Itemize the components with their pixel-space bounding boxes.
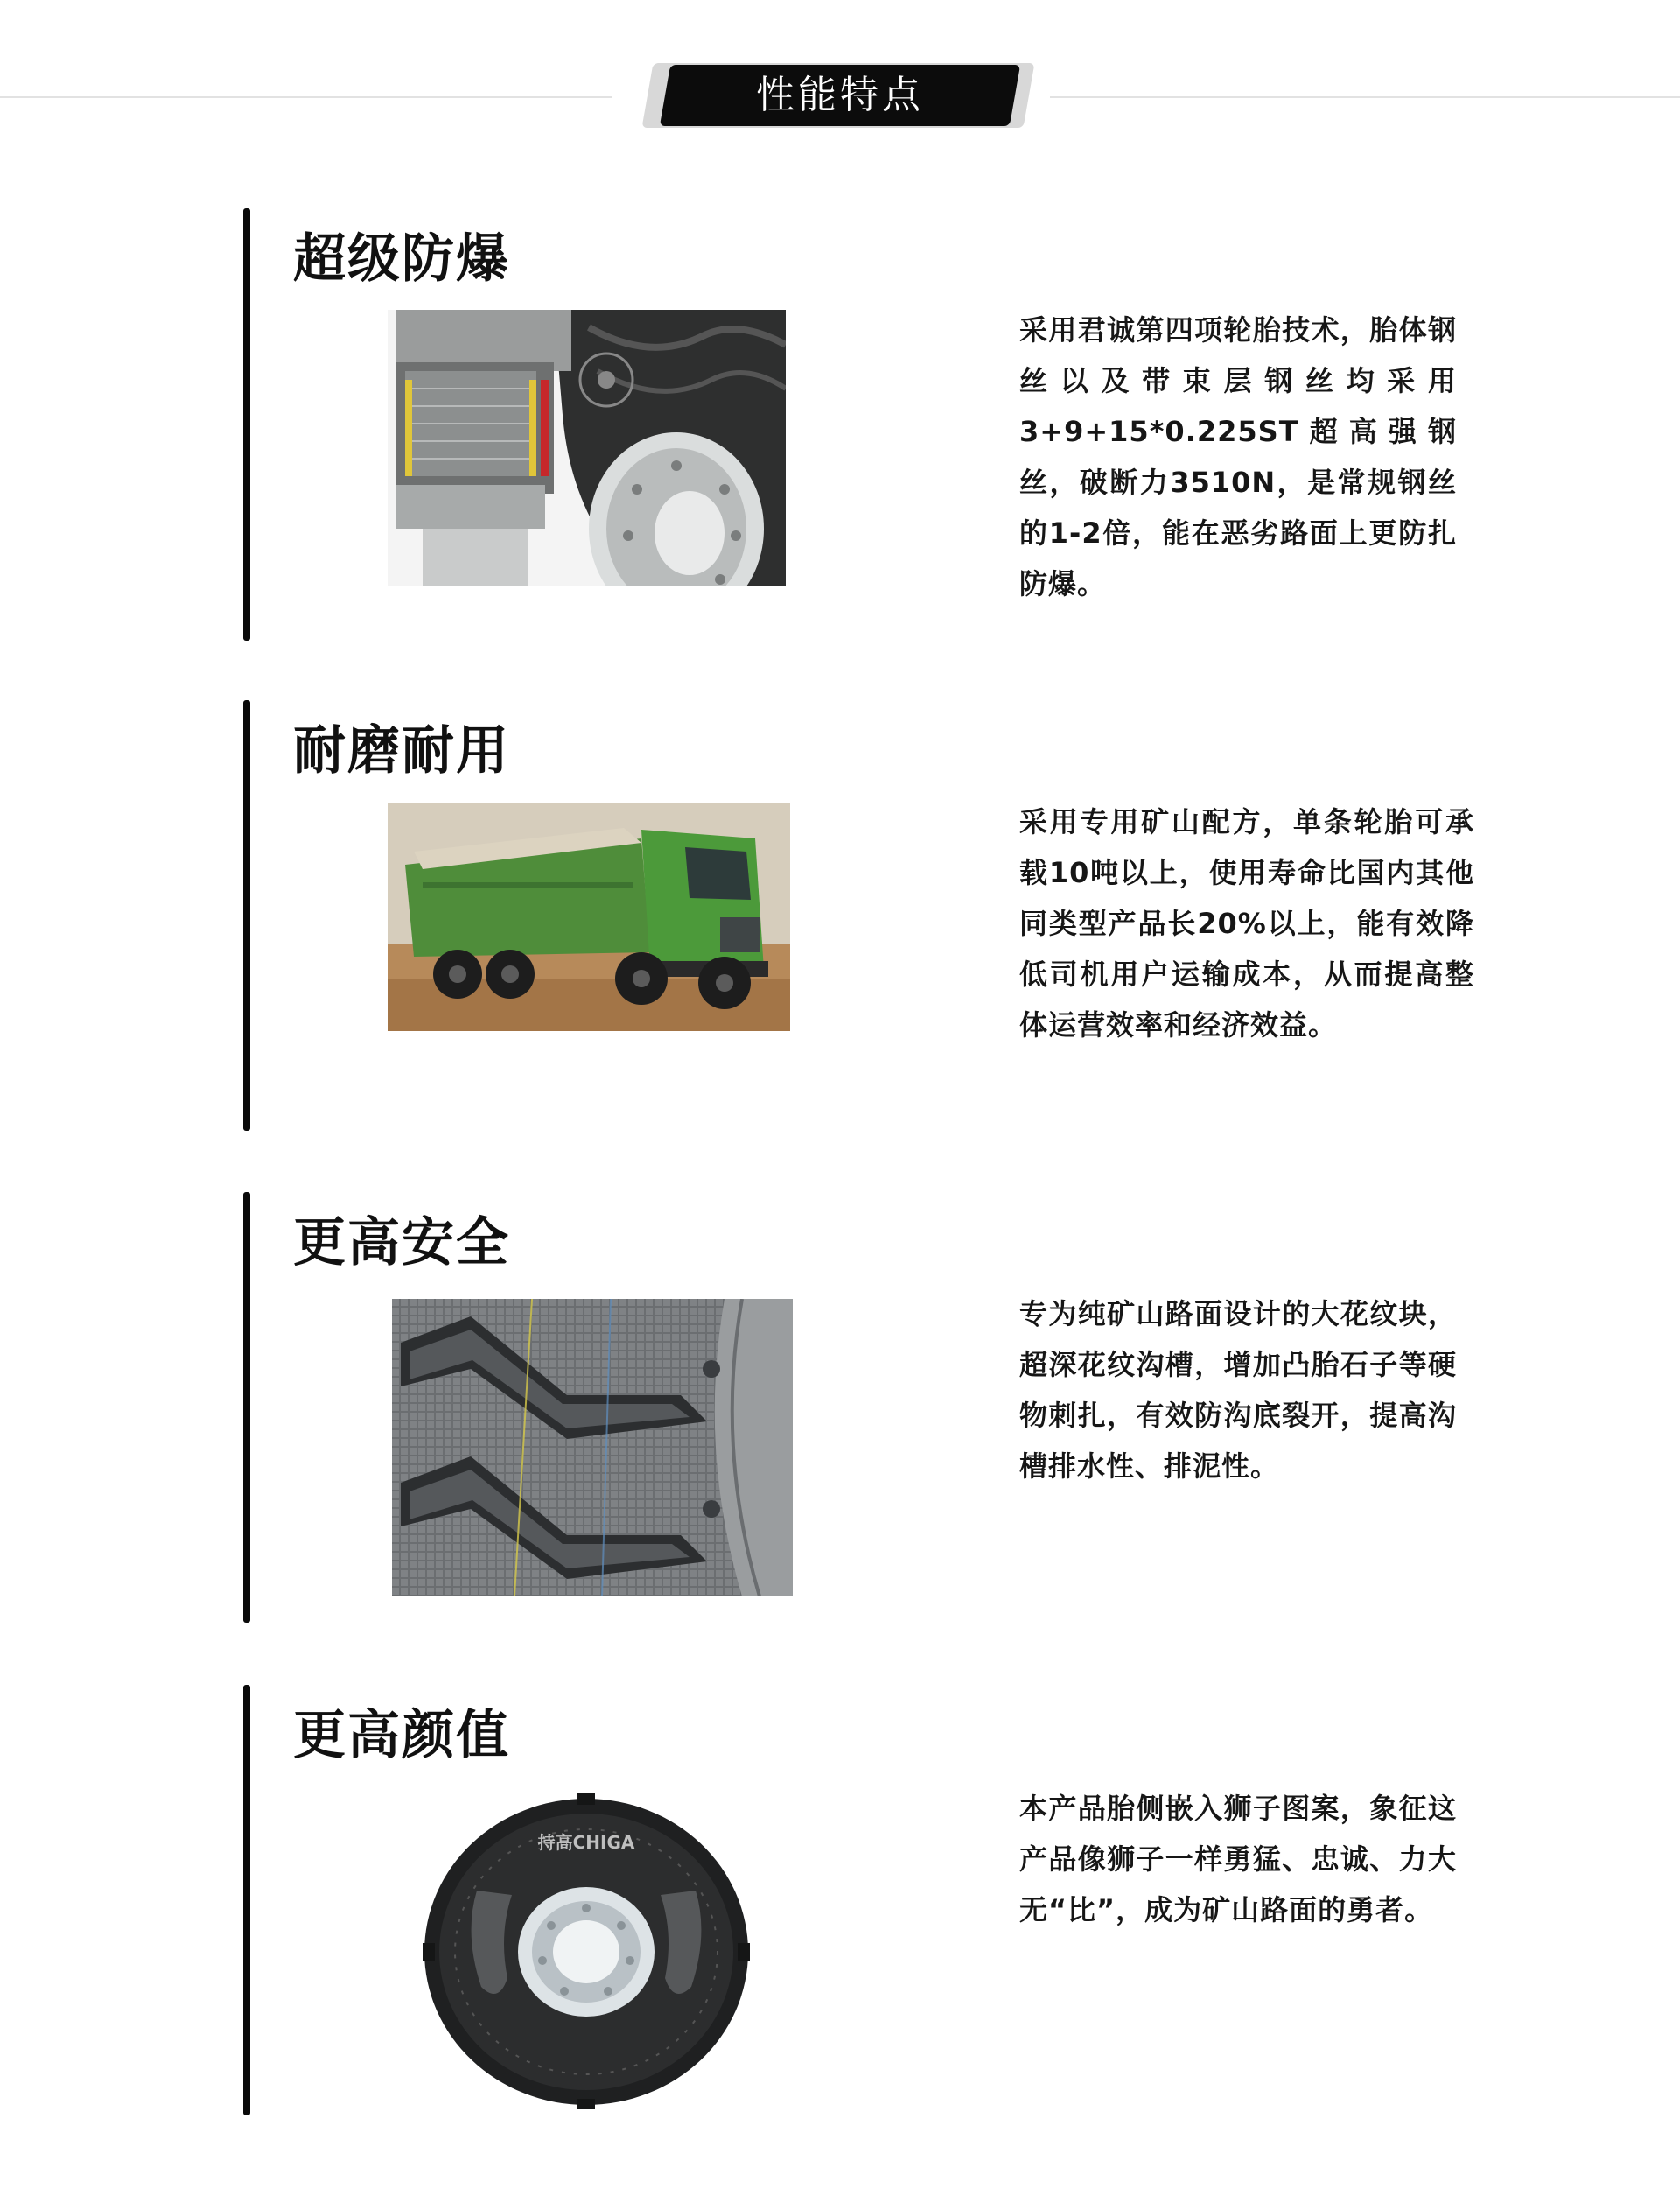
header-divider-right <box>1050 96 1680 98</box>
feature-appearance <box>0 1685 1680 2115</box>
section-title: 更高颜值 <box>293 1705 510 1766</box>
dump-truck-image <box>388 803 790 1031</box>
feature-wear-resistant <box>0 700 1680 1131</box>
section-description: 本产品胎侧嵌入狮子图案，象征这产品像狮子一样勇猛、忠诚、力大无“比”，成为矿山路面的勇者。 <box>1019 1792 1457 1926</box>
tire-cutaway-image <box>388 310 786 586</box>
tire-brand-text: 持高CHIGA <box>537 1832 635 1853</box>
tire-sidewall-image <box>416 1786 757 2109</box>
section-description: 采用专用矿山配方，单条轮胎可承载10吨以上，使用寿命比国内其他同类型产品长20%以上，能有效降低司机用户运输成本，从而提高整体运营效率和经济效益。 <box>1019 805 1474 1042</box>
section-description: 采用君诚第四项轮胎技术，胎体钢丝以及带束层钢丝均采用3+9+15*0.225ST超高强钢丝，破断力3510N，是常规钢丝的1-2倍，能在恶劣路面上更防扎防爆。 <box>1019 313 1457 600</box>
section-title: 耐磨耐用 <box>293 720 510 782</box>
tread-closeup-image <box>392 1299 793 1596</box>
section-title: 超级防爆 <box>293 228 510 290</box>
header-divider-left <box>0 96 612 98</box>
section-header <box>0 0 1680 140</box>
section-title: 更高安全 <box>293 1212 510 1273</box>
section-accent-bar <box>243 700 250 1131</box>
section-accent-bar <box>243 208 250 641</box>
page-title: 性能特点 <box>756 73 924 117</box>
section-accent-bar <box>243 1685 250 2115</box>
section-accent-bar <box>243 1192 250 1623</box>
section-description: 专为纯矿山路面设计的大花纹块，超深花纹沟槽，增加凸胎石子等硬物刺扎，有效防沟底裂开，提高沟槽排水性、排泥性。 <box>1019 1297 1457 1483</box>
feature-explosion-proof <box>0 208 1680 641</box>
feature-safety <box>0 1192 1680 1623</box>
